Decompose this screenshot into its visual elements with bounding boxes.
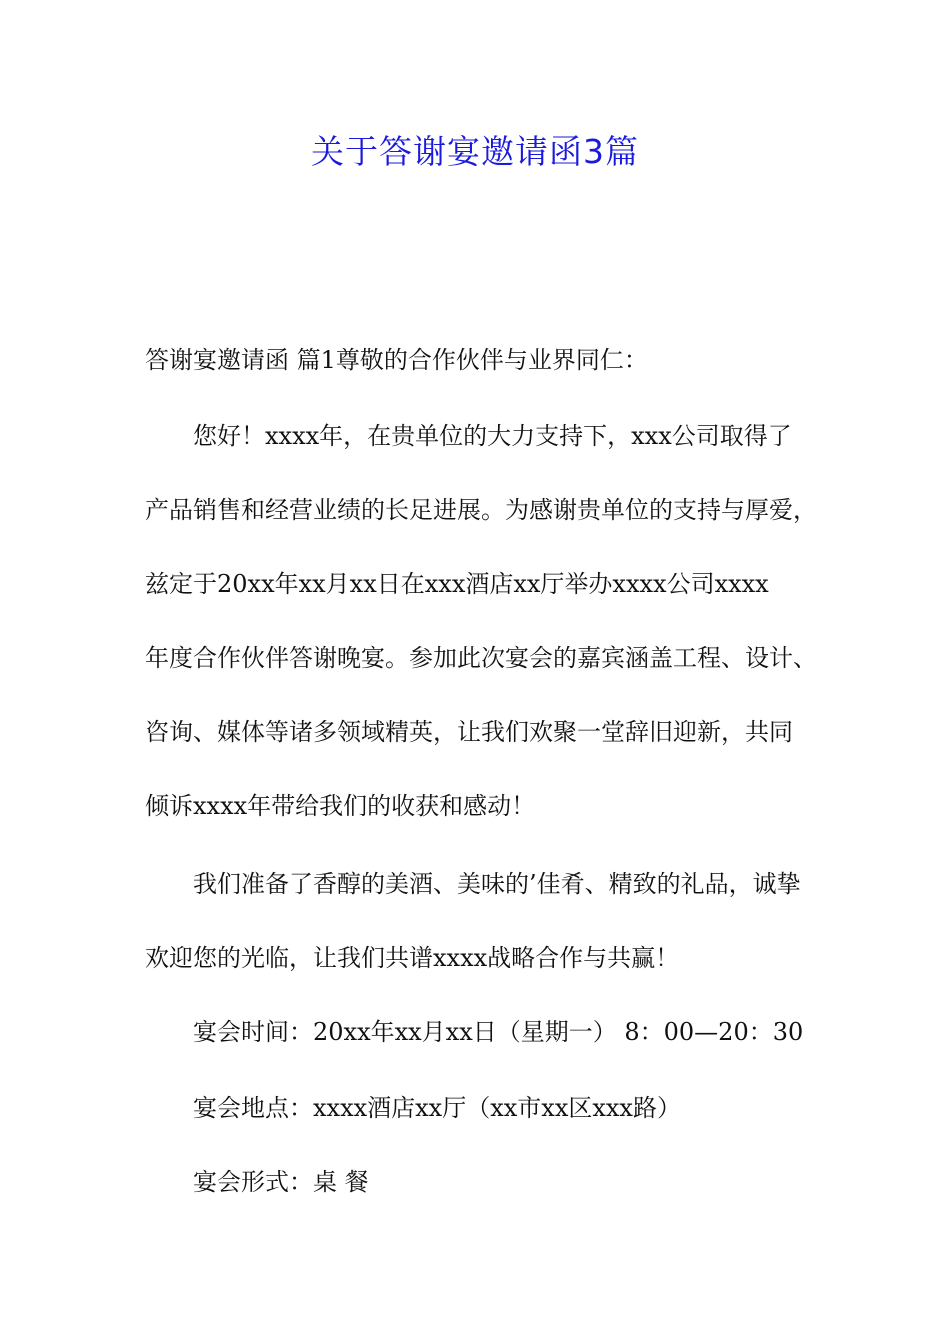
paragraph-line: 年度合作伙伴答谢晚宴。参加此次宴会的嘉宾涵盖工程、设计、 <box>145 644 817 672</box>
paragraph-line: 您好！xxxx年，在贵单位的大力支持下，xxx公司取得了 <box>193 422 792 450</box>
paragraph-line: 兹定于20xx年xx月xx日在xxx酒店xx厅举办xxxx公司xxxx <box>145 570 769 598</box>
paragraph-line: 倾诉xxxx年带给我们的收获和感动！ <box>145 792 536 820</box>
paragraph-line: 咨询、媒体等诸多领域精英，让我们欢聚一堂辞旧迎新，共同 <box>145 718 793 746</box>
banquet-format-line: 宴会形式：桌 餐 <box>193 1168 369 1196</box>
paragraph-line: 欢迎您的光临，让我们共谱xxxx战略合作与共赢！ <box>145 944 680 972</box>
salutation-line: 答谢宴邀请函 篇1尊敬的合作伙伴与业界同仁： <box>145 346 648 374</box>
document-title: 关于答谢宴邀请函3篇 <box>311 132 639 171</box>
paragraph-line: 产品销售和经营业绩的长足进展。为感谢贵单位的支持与厚爱， <box>145 496 817 524</box>
banquet-location-line: 宴会地点：xxxx酒店xx厅（xx市xx区xxx路） <box>193 1094 681 1122</box>
paragraph-line: 我们准备了香醇的美酒、美味的’佳肴、精致的礼品，诚挚 <box>193 870 801 898</box>
banquet-time-line: 宴会时间：20xx年xx月xx日（星期一） 8：00—20：30 <box>193 1018 804 1046</box>
